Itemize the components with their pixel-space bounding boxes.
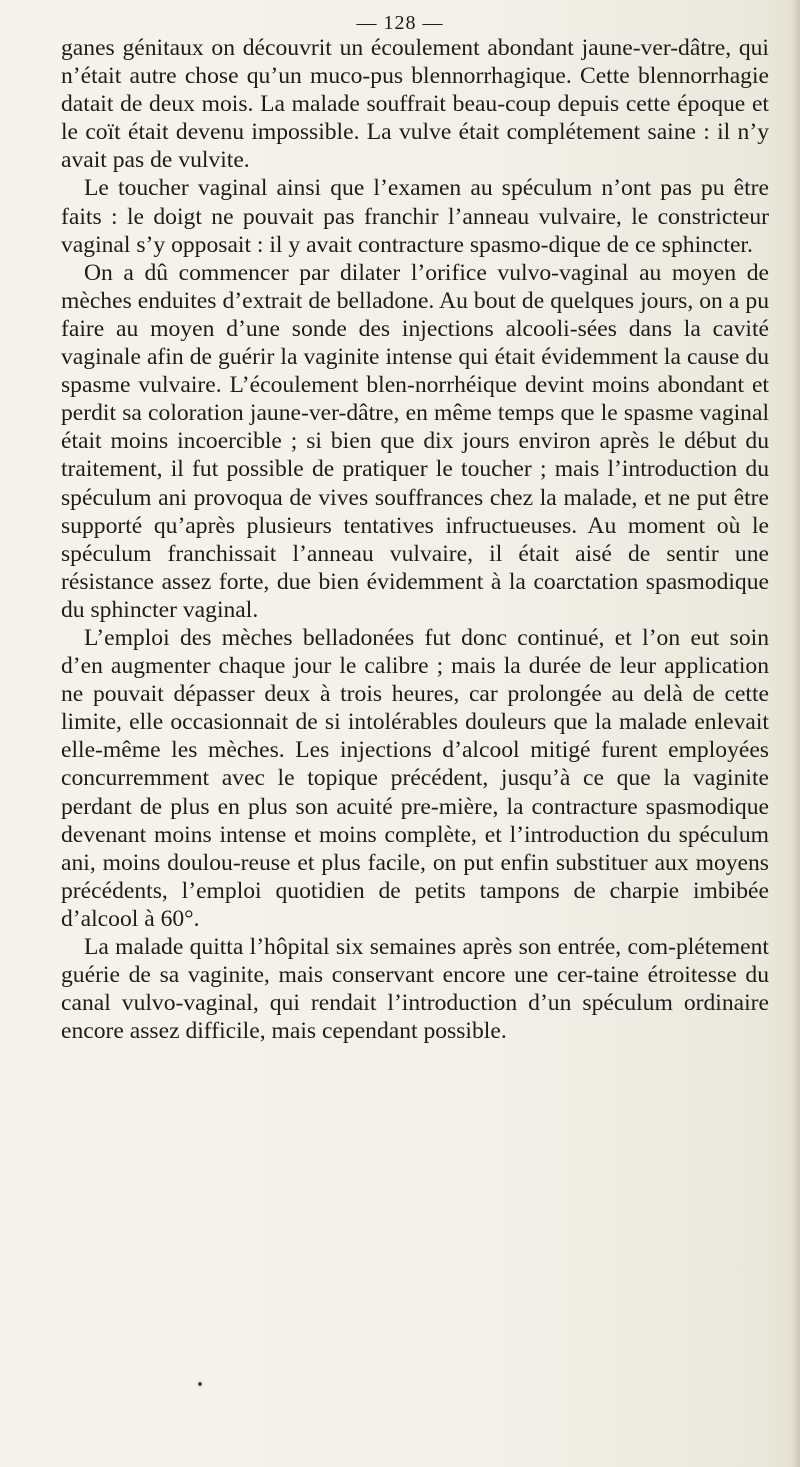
paragraph-5: La malade quitta l’hôpital six semaines après son entrée, com-plétement guérie de sa vaginite, mais conservant encore une cer-taine étroitesse du canal vulvo-vaginal, qui rendait l’introduction d’un spéculum ordinaire encore assez difficile, mais cependant possible. [61,934,769,1045]
page-number: — 128 — [356,12,444,34]
page-edge-shadow [792,0,800,1467]
paragraph-3: On a dû commencer par dilater l’orifice vulvo-vaginal au moyen de mèches enduites d’extrait de belladone. Au bout de quelques jours, on a pu faire au moyen d’une sonde des injections alcooli-sées dans la cavité vaginale afin de guérir la vaginite intense qui était évidemment la cause du spasme vulvaire. L’écoulement blen-norrhéique devint moins abondant et perdit sa coloration jaune-ver-dâtre, en même temps que le spasme vaginal était moins incoercible ; si bien que dix jours environ après le début du traitement, il fut possible de pratiquer le toucher ; mais l’introduction du spéculum ani provoqua de vives souffrances chez la malade, et ne put être supporté qu’après plusieurs tentatives infructueuses. Au moment où le spéculum franchissait l’anneau vulvaire, il était aisé de sentir une résistance assez forte, due bien évidemment à la coarctation spasmodique du sphincter vaginal. [61,259,769,623]
ink-speck [198,1382,202,1386]
body-text [61,34,769,1045]
paragraph-4: L’emploi des mèches belladonées fut donc continué, et l’on eut soin d’en augmenter chaque jour le calibre ; mais la durée de leur application ne pouvait dépasser deux à trois heures, car prolongée au delà de cette limite, elle occasionnait de si intolérables douleurs que la malade enlevait elle-même les mèches. Les injections d’alcool mitigé furent employées concurremment avec le topique précédent, jusqu’à ce que la vaginite perdant de plus en plus son acuité pre-mière, la contracture spasmodique devenant moins intense et moins complète, et l’introduction du spéculum ani, moins doulou-reuse et plus facile, on put enfin substituer aux moyens précédents, l’emploi quotidien de petits tampons de charpie imbibée d’alcool à 60°. [61,624,769,932]
paragraph-2: Le toucher vaginal ainsi que l’examen au spéculum n’ont pas pu être faits : le doigt ne pouvait pas franchir l’anneau vulvaire, le constricteur vaginal s’y opposait : il y avait contracture spasmo-dique de ce sphincter. [61,175,769,258]
paragraph-1: ganes génitaux on découvrit un écoulement abondant jaune-ver-dâtre, qui n’était autre chose qu’un muco-pus blennorrhagique. Cette blennorrhagie datait de deux mois. La malade souffrait beau-coup depuis cette époque et le coït était devenu impossible. La vulve était complétement saine : il n’y avait pas de vulvite. [61,35,769,174]
